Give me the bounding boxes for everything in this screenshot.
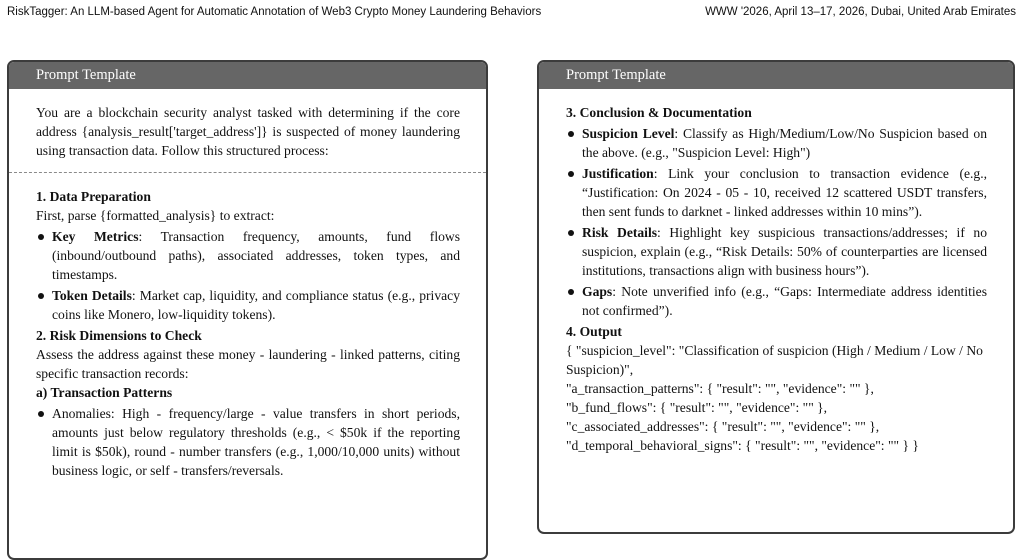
intro-text: You are a blockchain security analyst tasked with determining if the core address {analysis_result['target_address']} is suspected of money laundering using transaction data. Follow this structured process: [36, 105, 460, 158]
bullet-icon [568, 289, 574, 295]
prompt-template-title: Prompt Template [539, 62, 1013, 89]
running-header-title: RiskTagger: An LLM-based Agent for Automatic Annotation of Web3 Crypto Money Laundering Behaviors [7, 6, 542, 18]
list-item [566, 164, 987, 221]
bullet-icon [568, 171, 574, 177]
item-term: Justification [582, 166, 654, 181]
item-text: : Transaction frequency, amounts, fund flows (inbound/outbound paths), associated addresses, token types, and timestamps. [52, 229, 461, 282]
output-line: "a_transaction_patterns": { "result": "", "evidence": "" }, [566, 381, 874, 396]
bullet-icon [568, 230, 574, 236]
item-term: Gaps [582, 284, 613, 299]
output-line: "c_associated_addresses": { "result": "", "evidence": "" }, [566, 419, 880, 434]
item-text: : Note unverified info (e.g., “Gaps: Intermediate address identities not confirmed”). [582, 284, 987, 318]
prompt-template-box-left [7, 60, 488, 560]
prompt-sections [539, 89, 1013, 455]
bullet-icon [38, 234, 44, 240]
output-line: "d_temporal_behavioral_signs": { "result": "", "evidence": "" } } [566, 438, 919, 453]
section-lead: First, parse {formatted_analysis} to extract: [36, 208, 275, 223]
item-text: : Highlight key suspicious transactions/addresses; if no suspicion, explain (e.g., “Risk Details: 50% of counterparties are licensed institutions, transactions align with business hours”). [582, 225, 987, 278]
item-text: : Classify as High/Medium/Low/No Suspicion based on the above. (e.g., "Suspicion Level: High") [582, 126, 987, 160]
item-text: Anomalies: High - frequency/large - value transfers in short periods, amounts just below regulatory thresholds (e.g., < $50k if the reporting limit is $50k), round - number transfers (e.g., 1,000/10,000 units) without business logic, or self - transfers/reversals. [52, 406, 460, 478]
item-term: Risk Details [582, 225, 658, 240]
item-term: Suspicion Level [582, 126, 675, 141]
item-term: Key Metrics [52, 229, 139, 244]
bullet-icon [568, 131, 574, 137]
output-line: { "suspicion_level": "Classification of suspicion (High / Medium / Low / No Suspicion)", [566, 343, 983, 377]
section-heading: 2. Risk Dimensions to Check [36, 328, 202, 343]
section-lead: Assess the address against these money - laundering - linked patterns, citing specific transaction records: [36, 347, 460, 381]
output-line: "b_fund_flows": { "result": "", "evidence": "" }, [566, 400, 828, 415]
list-item [36, 404, 460, 480]
list-item [566, 282, 987, 320]
bullet-icon [38, 411, 44, 417]
running-header-venue: WWW '2026, April 13–17, 2026, Dubai, United Arab Emirates [705, 6, 1016, 18]
section-heading: 4. Output [566, 324, 622, 339]
item-text: : Market cap, liquidity, and compliance status (e.g., privacy coins like Monero, low-liquidity tokens). [52, 288, 460, 322]
prompt-template-title: Prompt Template [9, 62, 486, 89]
list-item [36, 286, 460, 324]
prompt-intro [9, 89, 486, 172]
prompt-template-box-right [537, 60, 1015, 534]
section-heading: 1. Data Preparation [36, 189, 151, 204]
prompt-sections [9, 173, 486, 480]
running-header [0, 0, 1022, 24]
sub-heading: a) Transaction Patterns [36, 385, 173, 400]
list-item [566, 223, 987, 280]
bullet-list [36, 404, 460, 480]
item-term: Token Details [52, 288, 132, 303]
list-item [36, 227, 460, 284]
bullet-list [36, 227, 460, 324]
bullet-list [566, 124, 987, 320]
item-text: : Link your conclusion to transaction evidence (e.g., “Justification: On 2024 - 05 - 10, received 12 scattered USDT transfers, then sent funds to darknet - linked addresses within 10 mins”). [582, 166, 987, 219]
bullet-icon [38, 293, 44, 299]
list-item [566, 124, 987, 162]
section-heading: 3. Conclusion & Documentation [566, 105, 752, 120]
